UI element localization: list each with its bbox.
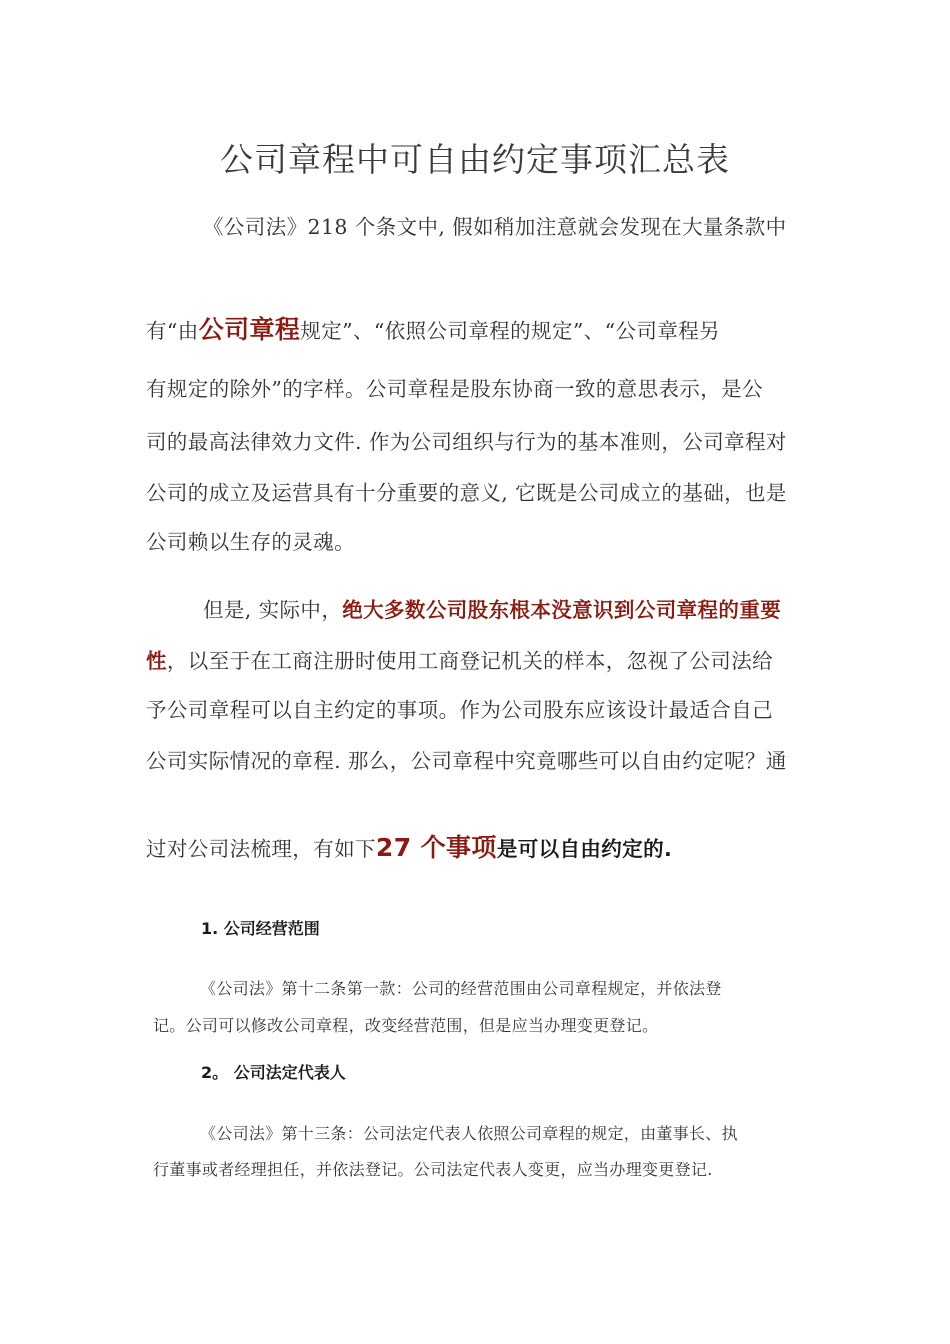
para2-line-1 <box>203 593 781 623</box>
item-1-text-line-2: 记。公司可以修改公司章程，改变经营范围，但是应当办理变更登记。 <box>153 1016 659 1035</box>
para2-line-2 <box>146 644 773 674</box>
intro-line-2-start: 有“由 <box>146 319 199 343</box>
para2-line-1-start: 但是, 实际中， <box>203 598 343 622</box>
para2-line-2-rest: ，以至于在工商注册时使用工商登记机关的样本，忽视了公司法给 <box>166 649 774 673</box>
page-title: 公司章程中可自由约定事项汇总表 <box>220 140 730 179</box>
intro-line-2 <box>146 310 720 346</box>
para2-line-5 <box>146 828 672 864</box>
para2-line-5-start: 过对公司法梳理，有如下 <box>146 837 376 861</box>
para2-line-3: 予公司章程可以自主约定的事项。作为公司股东应该设计最适合自己 <box>146 698 773 722</box>
intro-line-3: 有规定的除外”的字样。公司章程是股东协商一致的意思表示，是公 <box>146 377 763 401</box>
emphasis-importance: 绝大多数公司股东根本没意识到公司章程的重要 <box>342 598 782 622</box>
item-2-heading: 2。 公司法定代表人 <box>201 1063 346 1082</box>
intro-line-2-end: 规定”、“依照公司章程的规定”、“公司章程另 <box>300 319 721 343</box>
para2-line-4: 公司实际情况的章程. 那么，公司章程中究竟哪些可以自由约定呢？通 <box>146 749 787 773</box>
item-1-text-line-1: 《公司法》第十二条第一款：公司的经营范围由公司章程规定，并依法登 <box>200 979 722 998</box>
emphasis-27-items: 27 个事项 <box>375 833 497 862</box>
intro-line-4: 司的最高法律效力文件. 作为公司组织与行为的基本准则，公司章程对 <box>146 430 787 454</box>
intro-line-1: 《公司法》218 个条文中, 假如稍加注意就会发现在大量条款中 <box>203 215 787 239</box>
emphasis-company-charter: 公司章程 <box>198 315 301 344</box>
item-2-text-line-2: 行董事或者经理担任，并依法登记。公司法定代表人变更，应当办理变更登记. <box>153 1160 713 1179</box>
item-2-text-line-1: 《公司法》第十三条：公司法定代表人依照公司章程的规定，由董事长、执 <box>200 1124 738 1143</box>
para2-line-5-end: 是可以自由约定的. <box>496 837 673 861</box>
emphasis-importance-end: 性 <box>146 649 167 673</box>
item-1-heading: 1. 公司经营范围 <box>201 919 320 938</box>
intro-line-6: 公司赖以生存的灵魂。 <box>146 530 355 554</box>
intro-line-5: 公司的成立及运营具有十分重要的意义, 它既是公司成立的基础，也是 <box>146 481 787 505</box>
